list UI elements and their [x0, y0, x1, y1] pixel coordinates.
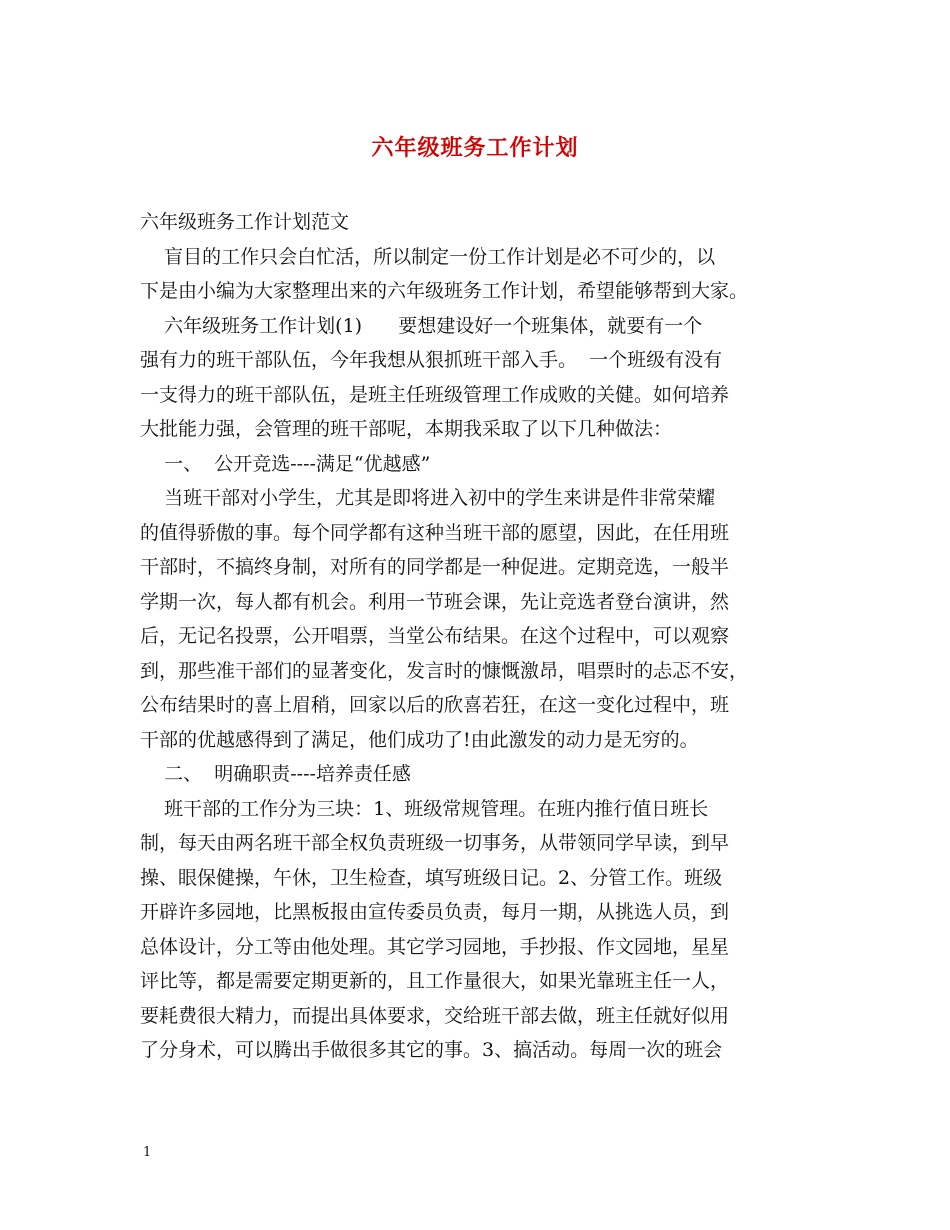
body-line: 开辟许多园地，比黑板报由宣传委员负责，每月一期，从挑选人员，到	[140, 901, 730, 923]
body-line: 下是由小编为大家整理出来的六年级班务工作计划，希望能够帮到大家。	[140, 280, 749, 302]
body-line: 后，无记名投票，公开唱票，当堂公布结果。在这个过程中，可以观察	[140, 625, 730, 647]
document-title: 六年级班务工作计划	[371, 135, 579, 161]
body-line: 学期一次，每人都有机会。利用一节班会课，先让竞选者登台演讲，然	[140, 590, 730, 613]
body-line: 到，那些准干部们的显著变化，发言时的慷慨激昂，唱票时的忐忑不安，	[140, 659, 749, 682]
page-number: 1	[143, 1145, 152, 1160]
body-line: 总体设计，分工等由他处理。其它学习园地，手抄报、作文园地，星星	[140, 935, 730, 958]
body-line: 制，每天由两名班干部全权负责班级一切事务，从带领同学早读，到早	[140, 832, 730, 854]
body-line: 干部时，不搞终身制，对所有的同学都是一种促进。定期竞选，一般半	[140, 556, 730, 578]
section-heading: 二、 明确职责----培养责任感	[140, 763, 411, 785]
body-line: 盲目的工作只会白忙活，所以制定一份工作计划是必不可少的，以	[140, 245, 716, 268]
body-line: 操、眼保健操，午休，卫生检查，填写班级日记。2、分管工作。班级	[140, 866, 723, 889]
body-line: 六年级班务工作计划范文	[140, 211, 350, 233]
body-line: 强有力的班干部队伍，今年我想从狠抓班干部入手。 一个班级有没有	[140, 349, 723, 371]
body-line: 干部的优越感得到了满足，他们成功了!由此激发的动力是无穷的。	[140, 728, 699, 751]
body-line: 评比等，都是需要定期更新的，且工作量很大，如果光靠班主任一人，	[140, 970, 730, 992]
body-line: 公布结果时的喜上眉稍，回家以后的欣喜若狂，在这一变化过程中，班	[140, 694, 730, 716]
body-line: 的值得骄傲的事。每个同学都有这种当班干部的愿望，因此，在任用班	[140, 521, 730, 544]
body-line: 当班干部对小学生，尤其是即将进入初中的学生来讲是件非常荣耀	[140, 487, 716, 509]
body-line: 班干部的工作分为三块：1、班级常规管理。在班内推行值日班长	[140, 797, 709, 820]
body-line: 了分身术，可以腾出手做很多其它的事。3、搞活动。每周一次的班会	[140, 1039, 723, 1061]
body-line: 大批能力强，会管理的班干部呢，本期我采取了以下几种做法：	[140, 418, 673, 440]
body-line: 要耗费很大精力，而提出具体要求，交给班干部去做，班主任就好似用	[140, 1004, 730, 1027]
body-line: 六年级班务工作计划(1) 要想建设好一个班集体，就要有一个	[140, 314, 703, 337]
body-line: 一支得力的班干部队伍，是班主任班级管理工作成败的关健。如何培养	[140, 383, 730, 406]
section-heading: 一、 公开竞选----满足“优越感”	[140, 452, 431, 475]
document-body	[140, 205, 820, 1068]
